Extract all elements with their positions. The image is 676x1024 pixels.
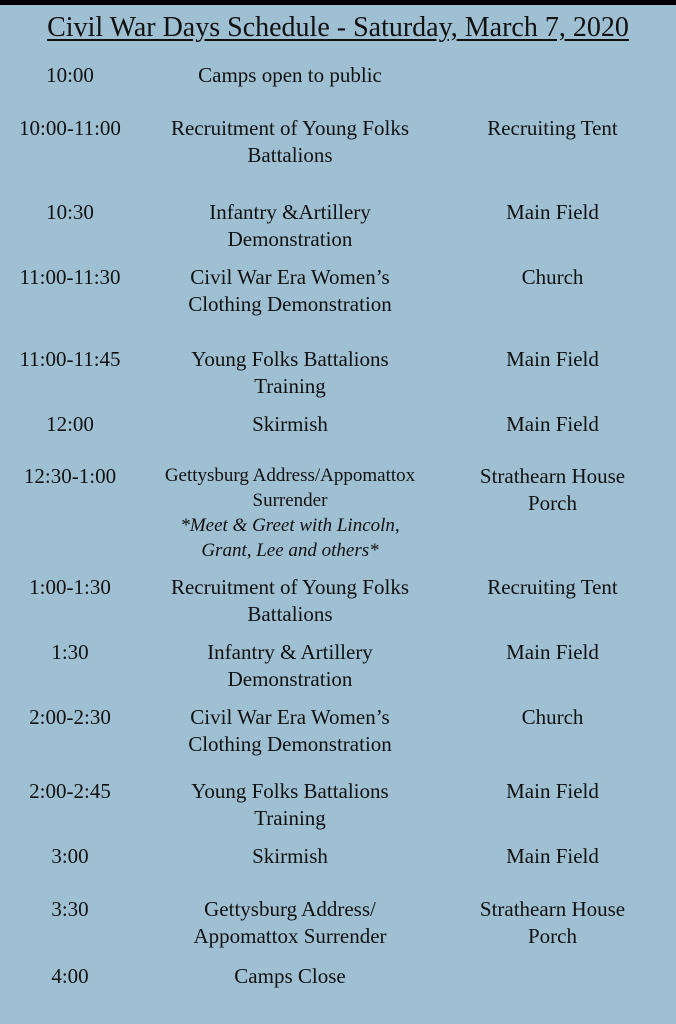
top-border xyxy=(0,0,676,5)
schedule-event xyxy=(140,463,440,563)
time-text: 2:00-2:45 xyxy=(29,779,111,803)
event-text: Recruitment of Young Folks xyxy=(170,116,409,140)
event-text: Gettysburg Address/ xyxy=(204,897,376,921)
time-text: 11:00-11:30 xyxy=(19,265,121,289)
event-text: Training xyxy=(254,374,326,398)
schedule-event xyxy=(140,411,440,438)
schedule-location xyxy=(440,115,665,142)
event-text: Civil War Era Women’s xyxy=(190,705,390,729)
schedule-event xyxy=(140,115,440,169)
schedule-location xyxy=(440,411,665,438)
schedule-event xyxy=(140,346,440,400)
schedule-event xyxy=(140,704,440,758)
event-text: Battalions xyxy=(247,143,333,167)
schedule-event xyxy=(140,62,440,89)
schedule-location xyxy=(440,778,665,805)
schedule-time xyxy=(0,704,140,731)
schedule-location xyxy=(440,463,665,517)
event-text: Demonstration xyxy=(227,227,353,251)
location-text: Strathearn House xyxy=(479,897,626,921)
location-text: Porch xyxy=(528,491,577,515)
time-text: 1:30 xyxy=(51,640,89,664)
page-title: Civil War Days Schedule - Saturday, March 7, 2020 xyxy=(47,12,629,43)
schedule-event xyxy=(140,896,440,950)
location-text: Main Field xyxy=(506,200,599,224)
event-text: Camps open to public xyxy=(198,63,382,87)
event-text: Training xyxy=(254,806,326,830)
schedule-time xyxy=(0,199,140,226)
location-text: Recruiting Tent xyxy=(487,116,618,140)
event-text: Camps Close xyxy=(234,964,346,988)
schedule-location xyxy=(440,896,665,950)
schedule-time xyxy=(0,778,140,805)
location-text: Church xyxy=(521,265,584,289)
schedule-time xyxy=(0,346,140,373)
event-text: Clothing Demonstration xyxy=(188,292,392,316)
schedule-event xyxy=(140,574,440,628)
event-text: Young Folks Battalions xyxy=(191,347,389,371)
schedule-location xyxy=(440,639,665,666)
schedule-location xyxy=(440,346,665,373)
schedule-location xyxy=(440,199,665,226)
location-text: Strathearn House xyxy=(479,464,626,488)
schedule-event xyxy=(140,843,440,870)
location-text: Main Field xyxy=(506,779,599,803)
time-text: 1:00-1:30 xyxy=(29,575,111,599)
time-text: 4:00 xyxy=(51,964,89,988)
event-note: *Meet & Greet with Lincoln, xyxy=(180,515,400,536)
event-text: Civil War Era Women’s xyxy=(190,265,390,289)
time-text: 10:00-11:00 xyxy=(19,116,121,140)
schedule-event xyxy=(140,639,440,693)
schedule-location xyxy=(440,704,665,731)
time-text: 3:00 xyxy=(51,844,89,868)
schedule-location xyxy=(440,264,665,291)
schedule-time xyxy=(0,574,140,601)
event-text: Clothing Demonstration xyxy=(188,732,392,756)
schedule-event xyxy=(140,778,440,832)
event-text: Infantry & Artillery xyxy=(207,640,373,664)
event-text: Demonstration xyxy=(227,667,353,691)
schedule-time xyxy=(0,843,140,870)
schedule-time xyxy=(0,896,140,923)
event-text: Skirmish xyxy=(252,412,328,436)
time-text: 10:00 xyxy=(46,63,94,87)
event-text: Recruitment of Young Folks xyxy=(170,575,409,599)
time-text: 2:00-2:30 xyxy=(29,705,111,729)
time-text: 12:30-1:00 xyxy=(23,464,117,488)
location-text: Main Field xyxy=(506,347,599,371)
schedule-time xyxy=(0,963,140,990)
schedule-time xyxy=(0,639,140,666)
schedule-time xyxy=(0,411,140,438)
location-text: Church xyxy=(521,705,584,729)
schedule-time xyxy=(0,264,140,291)
event-text: Young Folks Battalions xyxy=(191,779,389,803)
schedule-time xyxy=(0,62,140,89)
event-text: Appomattox Surrender xyxy=(193,924,387,948)
location-text: Main Field xyxy=(506,844,599,868)
time-text: 11:00-11:45 xyxy=(19,347,121,371)
schedule-event xyxy=(140,199,440,253)
schedule-event xyxy=(140,963,440,990)
event-text: Gettysburg Address/Appomattox xyxy=(164,465,416,486)
schedule-time xyxy=(0,115,140,142)
schedule-location xyxy=(440,843,665,870)
event-text: Surrender xyxy=(252,490,328,511)
event-text: Battalions xyxy=(247,602,333,626)
location-text: Main Field xyxy=(506,412,599,436)
location-text: Main Field xyxy=(506,640,599,664)
event-text: Skirmish xyxy=(252,844,328,868)
location-text: Porch xyxy=(528,924,577,948)
location-text: Recruiting Tent xyxy=(487,575,618,599)
time-text: 12:00 xyxy=(46,412,94,436)
schedule-time xyxy=(0,463,140,490)
time-text: 10:30 xyxy=(46,200,94,224)
schedule-location xyxy=(440,574,665,601)
schedule-event xyxy=(140,264,440,318)
event-text: Infantry &Artillery xyxy=(209,200,371,224)
time-text: 3:30 xyxy=(51,897,89,921)
event-note: Grant, Lee and others* xyxy=(201,540,379,561)
